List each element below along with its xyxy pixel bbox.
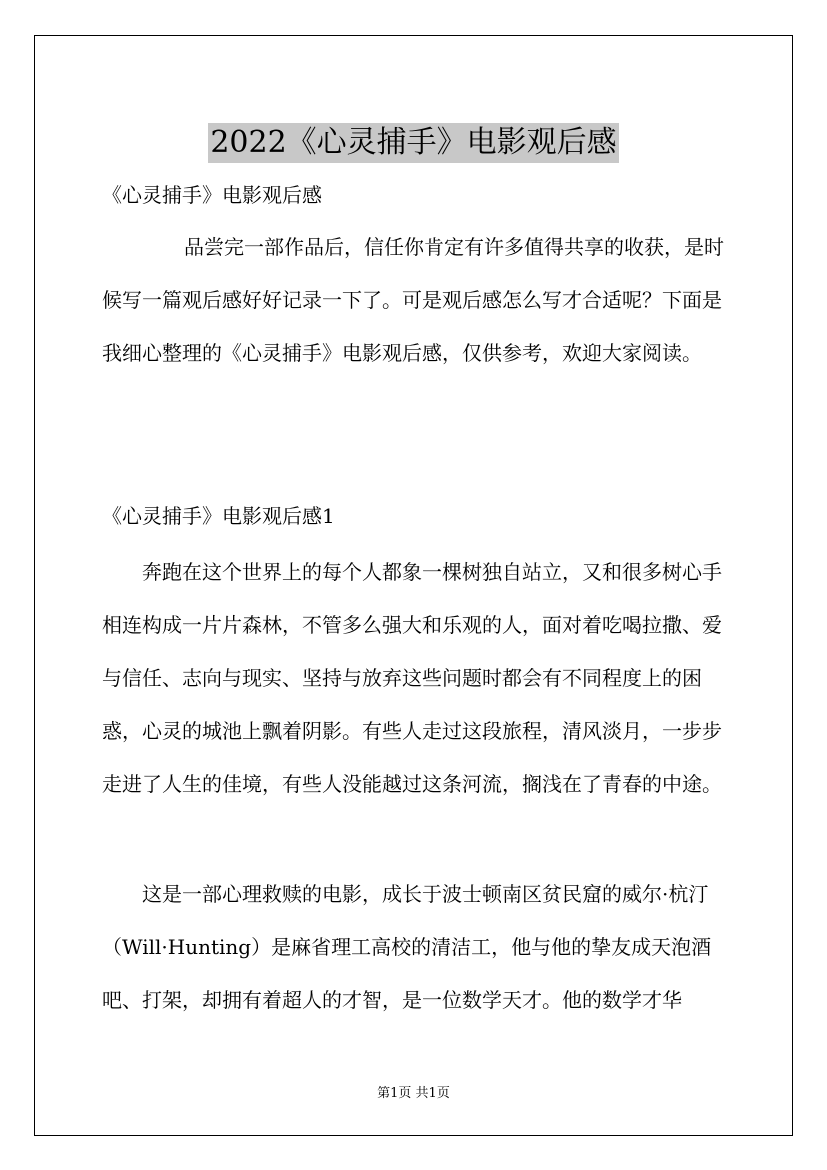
document-title: 2022《心灵捕手》电影观后感: [208, 123, 618, 163]
page-footer: 第1页 共1页: [377, 1086, 450, 1101]
intro-paragraph: 品尝完一部作品后，信任你肯定有许多值得共享的收获，是时候写一篇观后感好好记录一下了。可是观后感怎么写才合适呢？下面是我细心整理的《心灵捕手》电影观后感，仅供参考，欢迎大家阅读。: [102, 235, 724, 365]
section-heading-1: 《心灵捕手》电影观后感1: [102, 504, 335, 528]
body-paragraph-1: 奔跑在这个世界上的每个人都象一棵树独自站立，又和很多树心手相连构成一片片森林，不管多么强大和乐观的人，面对着吃喝拉撒、爱与信任、志向与现实、坚持与放弃这些问题时都会有不同程度上的困惑，心灵的城池上飘着阴影。有些人走过这段旅程，清风淡月，一步步走进了人生的佳境，有些人没能越过这条河流，搁浅在了青春的中途。: [102, 560, 722, 796]
body-paragraph-2: 这是一部心理救赎的电影，成长于波士顿南区贫民窟的威尔·杭汀（Will·Hunting）是麻省理工高校的清洁工，他与他的挚友成天泡酒吧、打架，却拥有着超人的才智，是一位数学天才。他的数学才华: [102, 882, 712, 1012]
section-heading-intro: 《心灵捕手》电影观后感: [102, 183, 322, 207]
